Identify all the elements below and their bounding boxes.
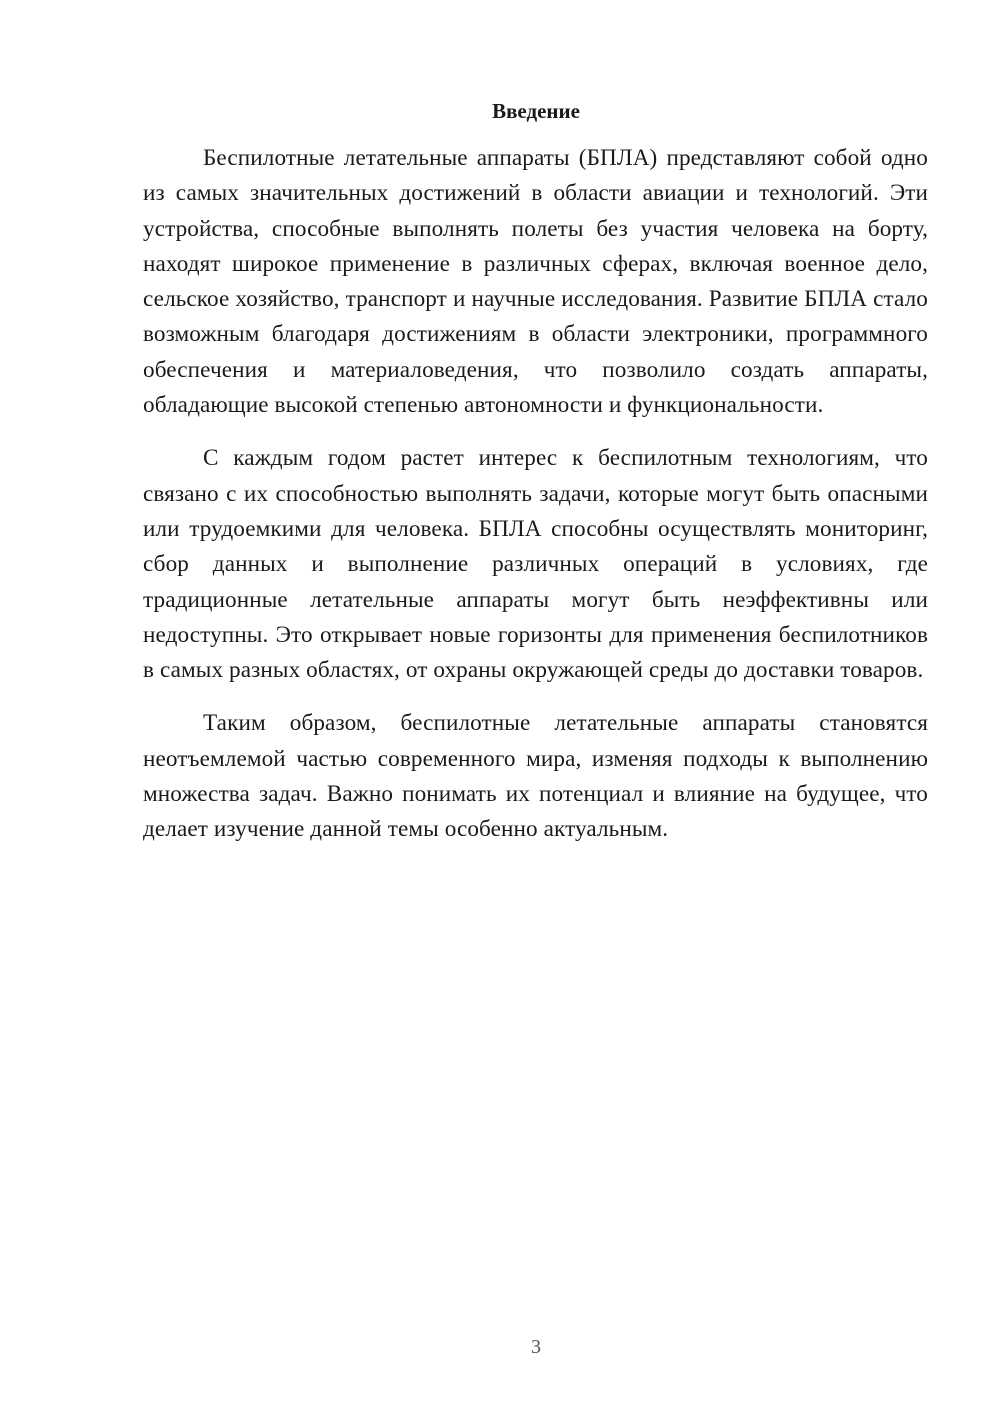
paragraph-1: Беспилотные летательные аппараты (БПЛА) представляют собой одно из самых значительных достижений в области авиации и технологий. Эти устройства, способные выполнять полеты без участия человека на борту, находят широкое применение в различных сферах, включая военное дело, сельское хозяйство, транспорт и научные исследования. Развитие БПЛА стало возможным благодаря достижениям в области электроники, программного обеспечения и материаловедения, что позволило создать аппараты, обладающие высокой степенью автономности и функциональности. <box>143 145 928 419</box>
paragraph-2: С каждым годом растет интерес к беспилотным технологиям, что связано с их способностью выполнять задачи, которые могут быть опасными или трудоемкими для человека. БПЛА способны осуществлять мониторинг, сбор данных и выполнение различных операций в условиях, где традиционные летательные аппараты могут быть неэффективны или недоступны. Это открывает новые горизонты для применения беспилотников в самых разных областях, от охраны окружающей среды до доставки товаров. <box>143 445 928 684</box>
paragraph-3: Таким образом, беспилотные летательные аппараты становятся неотъемлемой частью современного мира, изменяя подходы к выполнению множества задач. Важно понимать их потенциал и влияние на будущее, что делает изучение данной темы особенно актуальным. <box>143 710 928 843</box>
page-number: 3 <box>531 1336 541 1358</box>
body-text <box>143 141 928 866</box>
section-title: Введение <box>492 99 580 123</box>
